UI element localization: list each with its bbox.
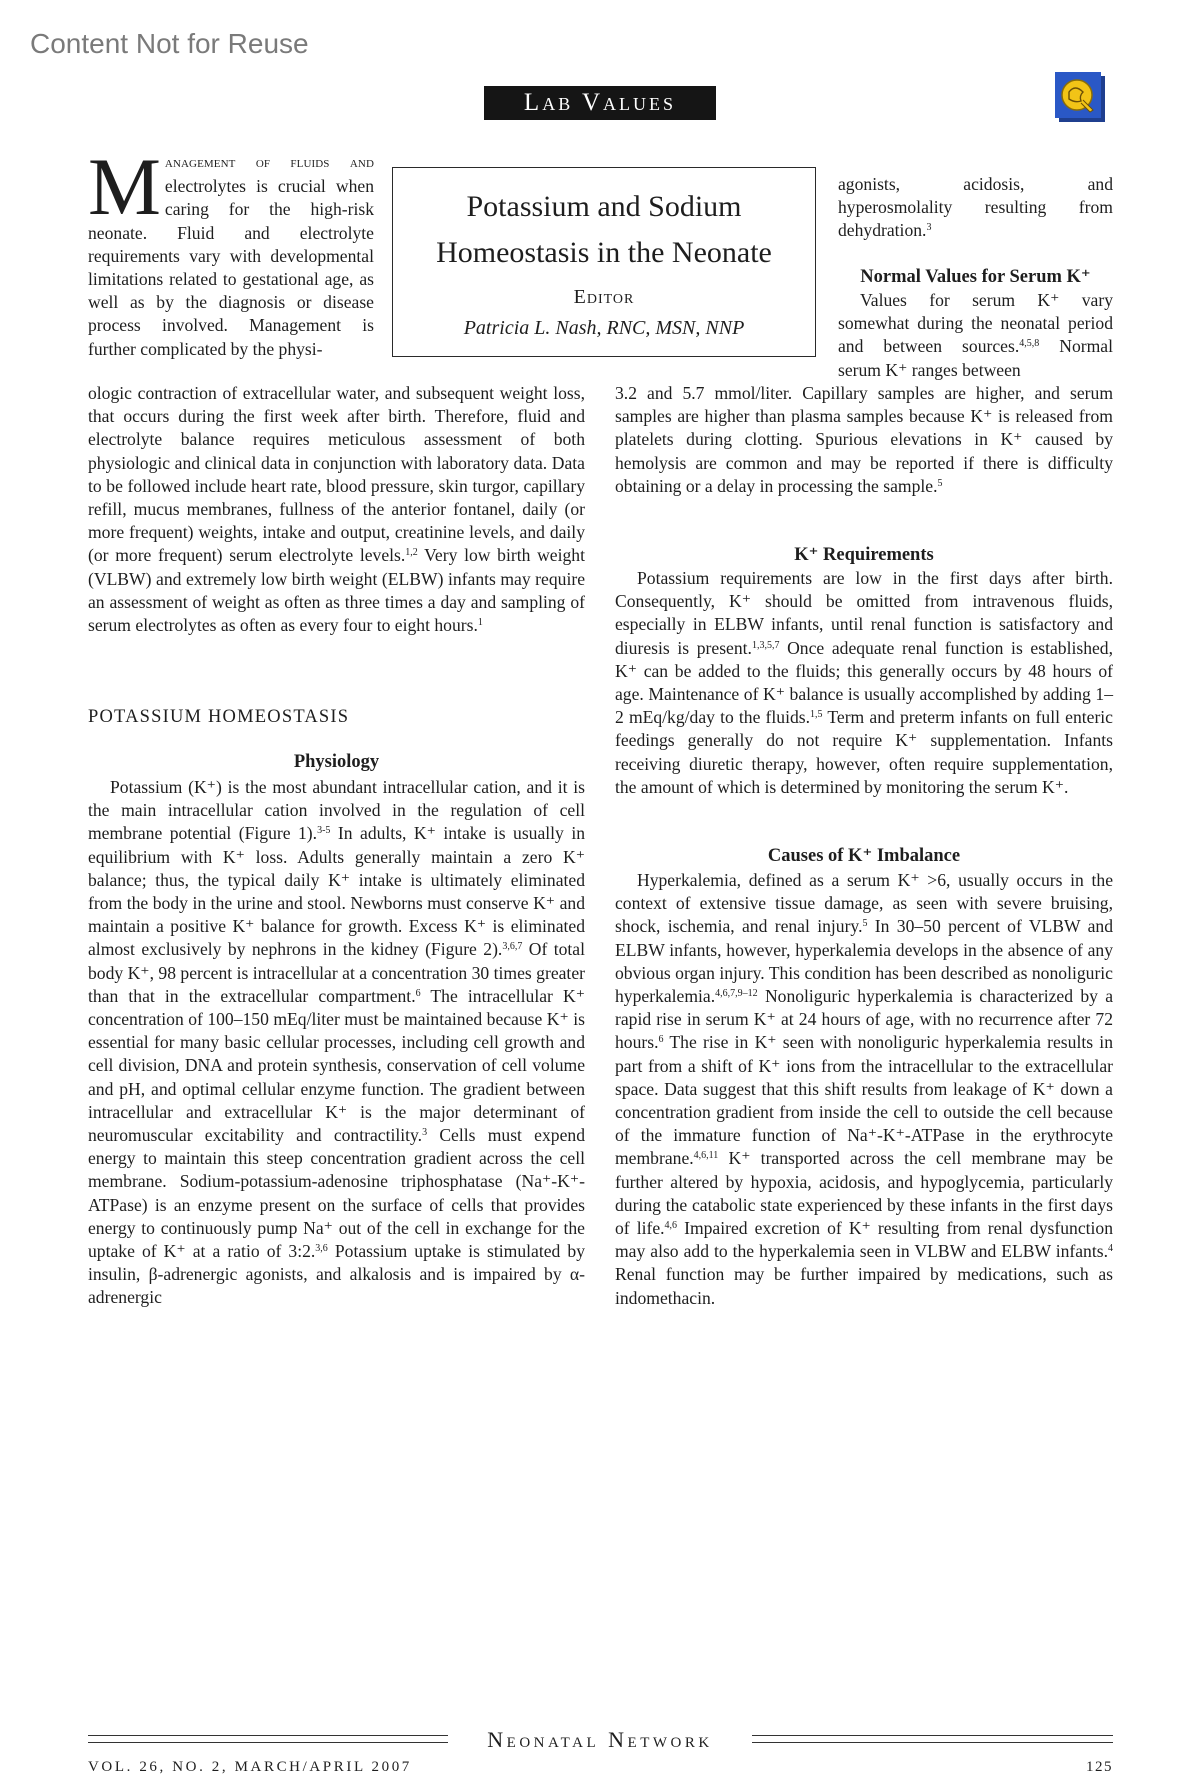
subheading-causes: Causes of K⁺ Imbalance [767, 846, 961, 866]
subheading-physiology: Physiology [293, 752, 380, 772]
section-heading-potassium: POTASSIUM HOMEOSTASIS [88, 707, 350, 727]
drop-cap: M [88, 141, 161, 232]
issue-info: VOL. 26, NO. 2, MARCH/APRIL 2007 [88, 1759, 412, 1775]
footer-rule-right [752, 1735, 1113, 1743]
physiology-continuation: agonists, acidosis, and hyperosmolality resulting from dehydration.$^3$ [838, 174, 1113, 241]
editor-label: Editor [573, 286, 635, 308]
intro-lead: anagement of fluids and [164, 155, 374, 171]
normal-values-paragraph-end: 3.2 and 5.7 mmol/liter. Capillary samples are higher, and serum samples are higher than plasma samples because K⁺ is released from platelets during clotting. Spurious elevations in K⁺ caused by hemolysis are common and may be reported if there is difficulty obtaining or a delay in processing the sample.$^5$ [615, 383, 1113, 496]
intro-text: electrolytes is crucial when caring for the high-risk neonate. Fluid and electrolyte requirements vary with developmental limitations related to gestational age, as well as by the diagnosis or disease process involved. Management is further complicated by the physi- [88, 176, 374, 359]
article-title-box [392, 167, 816, 357]
subheading-requirements: K⁺ Requirements [794, 545, 934, 565]
intro-paragraph [88, 141, 374, 361]
intro-continuation: ologic contraction of extracellular water, and subsequent weight loss, that occurs during the first week after birth. Therefore, fluid and electrolyte balance requires meticulous assessment of both physiologic and clinical data in conjunction with laboratory data. Data to be followed include heart rate, blood pressure, skin turgor, capillary refill, mucus membranes, fullness of the anterior fontanel, daily (or more frequent) weights, intake and output, creatinine levels, and daily (or more frequent) serum electrolyte levels.$^{1,2}$ Very low birth weight (VLBW) and extremely low birth weight (ELBW) infants may require an assessment of weight as often as three times a day and sampling of serum electrolytes as often as every four to eight hours.$^1$ [88, 383, 585, 636]
subheading-normal-values: Normal Values for Serum K⁺ [860, 267, 1091, 287]
title-line-2: Homeostasis in the Neonate [436, 236, 772, 269]
editor-name: Patricia L. Nash, RNC, MSN, NNP [463, 317, 745, 339]
normal-values-paragraph-start: Values for serum K⁺ vary somewhat during the neonatal period and between sources.$^{4,5,8}$ Normal serum K⁺ ranges between [838, 290, 1113, 380]
physiology-paragraph: Potassium (K⁺) is the most abundant intracellular cation, and it is the main intracellular cation involved in the regulation of cell membrane potential (Figure 1).$^{3-5}$ In adults, K⁺ intake is usually in equilibrium with K⁺ loss. Adults generally maintain a zero K⁺ balance; thus, the typical daily K⁺ intake is ultimately eliminated from the body in the urine and stool. Newborns must conserve K⁺ and maintain a positive K⁺ balance for growth. Excess K⁺ is eliminated almost exclusively by nephrons in the kidney (Figure 2).$^{3,6,7}$ Of total body K⁺, 98 percent is intracellular at a concentration 30 times greater than that in the extracellular compartment.$^6$ The intracellular K⁺ concentration of 100–150 mEq/liter must be maintained because K⁺ is essential for many basic cellular processes, including cell growth and cell division, DNA and protein synthesis, conservation of cell volume and pH, and optimal cellular enzyme function. The gradient between intracellular and extracellular K⁺ is the major determinant of neuromuscular excitability and contractility.$^3$ Cells must expend energy to maintain this steep concentration gradient across the cell membrane. Sodium-potassium-adenosine triphosphatase (Na⁺-K⁺-ATPase) is an enzyme present on the surface of cells that provides energy to continuously pump Na⁺ out of the cell in exchange for the uptake of K⁺ at a ratio of 3:2.$^{3,6}$ Potassium uptake is stimulated by insulin, β-adrenergic agonists, and alkalosis and is impaired by α-adrenergic [88, 777, 586, 1308]
journal-name: Neonatal Network [487, 1727, 713, 1752]
causes-paragraph: Hyperkalemia, defined as a serum K⁺ >6, usually occurs in the context of extensive tissue damage, as seen with severe bruising, shock, ischemia, and renal injury.$^5$ In 30–50 percent of VLBW and ELBW infants, however, hyperkalemia develops in the absence of any obvious organ injury. This condition has been described as nonoliguric hyperkalemia.$^{4,6,7,9-12}$ Nonoliguric hyperkalemia is characterized by a rapid rise in serum K⁺ at 24 hours of age, with no recurrence after 72 hours.$^6$ The rise in K⁺ seen with nonoliguric hyperkalemia results in part from a shift of K⁺ ions from the intracellular to the extracellular space. Data suggest that this shift results from leakage of K⁺ down a concentration gradient from inside the cell to outside the cell because of the immature function of Na⁺-K⁺-ATPase in the erythrocyte membrane.$^{4,6,11}$ K⁺ transported across the cell membrane may be further altered by hypoxia, acidosis, and hypoglycemia, particularly during the catabolic state experienced by these infants in the first days of life.$^{4,6}$ Impaired excretion of K⁺ resulting from renal dysfunction may also add to the hyperkalemia seen in VLBW and ELBW infants.$^4$ Renal function may be further impaired by medications, such as indomethacin. [615, 870, 1113, 1308]
cell-logo-icon [1053, 70, 1109, 126]
section-tag: Lab Values [484, 86, 716, 120]
watermark: Content Not for Reuse [30, 28, 309, 59]
requirements-paragraph: Potassium requirements are low in the first days after birth. Consequently, K⁺ should be omitted from intravenous fluids, especially in ELBW infants, until renal function is satisfactory and diuresis is present.$^{1,3,5,7}$ Once adequate renal function is established, K⁺ can be added to the fluids; this generally occurs by 48 hours of age. Maintenance of K⁺ balance is usually accomplished by adding 1–2 mEq/kg/day to the fluids.$^{1,5}$ Term and preterm infants on full enteric feedings generally do not require K⁺ supplementation. Infants receiving diuretic therapy, however, often require supplementation, the amount of which is determined by monitoring the serum K⁺. [615, 568, 1113, 797]
title-line-1: Potassium and Sodium [466, 190, 742, 223]
page-number: 125 [1086, 1759, 1113, 1775]
footer-rule-left [88, 1735, 448, 1743]
